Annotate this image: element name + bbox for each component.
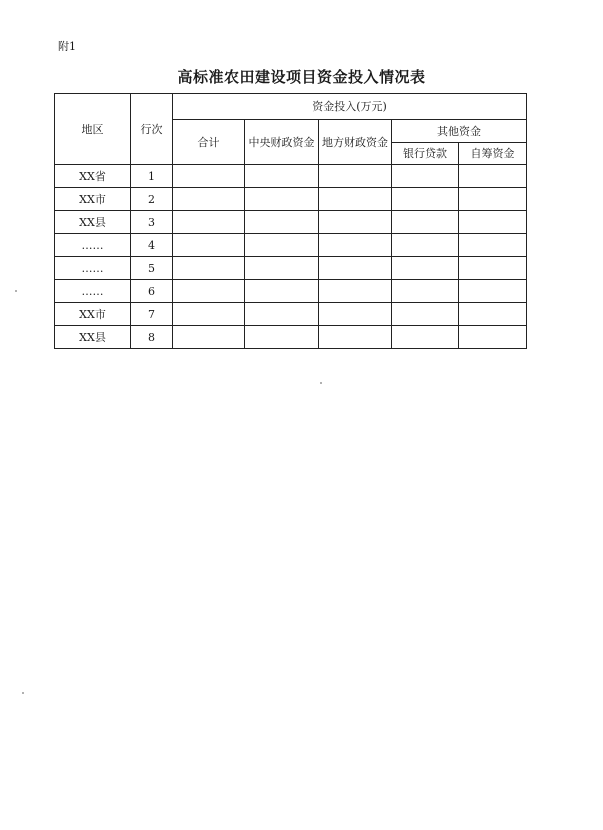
cell-row-no: 6 xyxy=(131,280,173,303)
cell-central-fund[interactable] xyxy=(245,257,319,280)
cell-row-no: 5 xyxy=(131,257,173,280)
cell-region: XX市 xyxy=(55,303,131,326)
cell-total[interactable] xyxy=(173,188,245,211)
cell-region: XX市 xyxy=(55,188,131,211)
fund-table xyxy=(54,93,527,349)
cell-central-fund[interactable] xyxy=(245,234,319,257)
table-row xyxy=(55,165,527,188)
cell-self-raised[interactable] xyxy=(459,303,527,326)
cell-local-fund[interactable] xyxy=(319,280,392,303)
cell-local-fund[interactable] xyxy=(319,326,392,349)
cell-bank-loan[interactable] xyxy=(392,165,459,188)
header-row-no: 行次 xyxy=(131,94,173,165)
cell-row-no: 4 xyxy=(131,234,173,257)
cell-row-no: 8 xyxy=(131,326,173,349)
page-title: 高标准农田建设项目资金投入情况表 xyxy=(177,68,426,86)
appendix-label: 附1 xyxy=(58,40,76,53)
cell-region: …… xyxy=(55,234,131,257)
table-row xyxy=(55,257,527,280)
cell-region: XX县 xyxy=(55,326,131,349)
header-region: 地区 xyxy=(55,94,131,165)
table-row xyxy=(55,326,527,349)
header-local-fund: 地方财政资金 xyxy=(319,120,392,165)
cell-self-raised[interactable] xyxy=(459,211,527,234)
cell-local-fund[interactable] xyxy=(319,234,392,257)
cell-bank-loan[interactable] xyxy=(392,211,459,234)
cell-total[interactable] xyxy=(173,326,245,349)
cell-region: …… xyxy=(55,280,131,303)
cell-bank-loan[interactable] xyxy=(392,303,459,326)
cell-central-fund[interactable] xyxy=(245,280,319,303)
cell-bank-loan[interactable] xyxy=(392,188,459,211)
header-fund-input: 资金投入(万元) xyxy=(173,94,527,120)
header-self-raised: 自筹资金 xyxy=(459,143,527,165)
cell-self-raised[interactable] xyxy=(459,234,527,257)
cell-row-no: 1 xyxy=(131,165,173,188)
table-row xyxy=(55,234,527,257)
cell-central-fund[interactable] xyxy=(245,211,319,234)
table-row xyxy=(55,280,527,303)
cell-bank-loan[interactable] xyxy=(392,326,459,349)
cell-local-fund[interactable] xyxy=(319,165,392,188)
cell-bank-loan[interactable] xyxy=(392,234,459,257)
scan-speck xyxy=(15,290,17,292)
header-central-fund: 中央财政资金 xyxy=(245,120,319,165)
cell-total[interactable] xyxy=(173,280,245,303)
cell-self-raised[interactable] xyxy=(459,257,527,280)
cell-self-raised[interactable] xyxy=(459,188,527,211)
cell-central-fund[interactable] xyxy=(245,165,319,188)
header-total: 合计 xyxy=(173,120,245,165)
cell-self-raised[interactable] xyxy=(459,165,527,188)
cell-row-no: 2 xyxy=(131,188,173,211)
scan-speck xyxy=(22,692,24,694)
cell-total[interactable] xyxy=(173,211,245,234)
cell-total[interactable] xyxy=(173,234,245,257)
table-row xyxy=(55,188,527,211)
table-row xyxy=(55,303,527,326)
scan-speck xyxy=(320,382,322,384)
header-bank-loan: 银行贷款 xyxy=(392,143,459,165)
cell-row-no: 7 xyxy=(131,303,173,326)
cell-region: XX县 xyxy=(55,211,131,234)
cell-local-fund[interactable] xyxy=(319,188,392,211)
cell-central-fund[interactable] xyxy=(245,303,319,326)
cell-bank-loan[interactable] xyxy=(392,280,459,303)
cell-central-fund[interactable] xyxy=(245,188,319,211)
cell-total[interactable] xyxy=(173,257,245,280)
cell-local-fund[interactable] xyxy=(319,303,392,326)
cell-region: …… xyxy=(55,257,131,280)
cell-self-raised[interactable] xyxy=(459,280,527,303)
header-other-fund: 其他资金 xyxy=(392,120,527,143)
cell-self-raised[interactable] xyxy=(459,326,527,349)
cell-central-fund[interactable] xyxy=(245,326,319,349)
cell-total[interactable] xyxy=(173,165,245,188)
cell-local-fund[interactable] xyxy=(319,257,392,280)
table-row xyxy=(55,211,527,234)
cell-region: XX省 xyxy=(55,165,131,188)
cell-total[interactable] xyxy=(173,303,245,326)
cell-local-fund[interactable] xyxy=(319,211,392,234)
cell-row-no: 3 xyxy=(131,211,173,234)
cell-bank-loan[interactable] xyxy=(392,257,459,280)
